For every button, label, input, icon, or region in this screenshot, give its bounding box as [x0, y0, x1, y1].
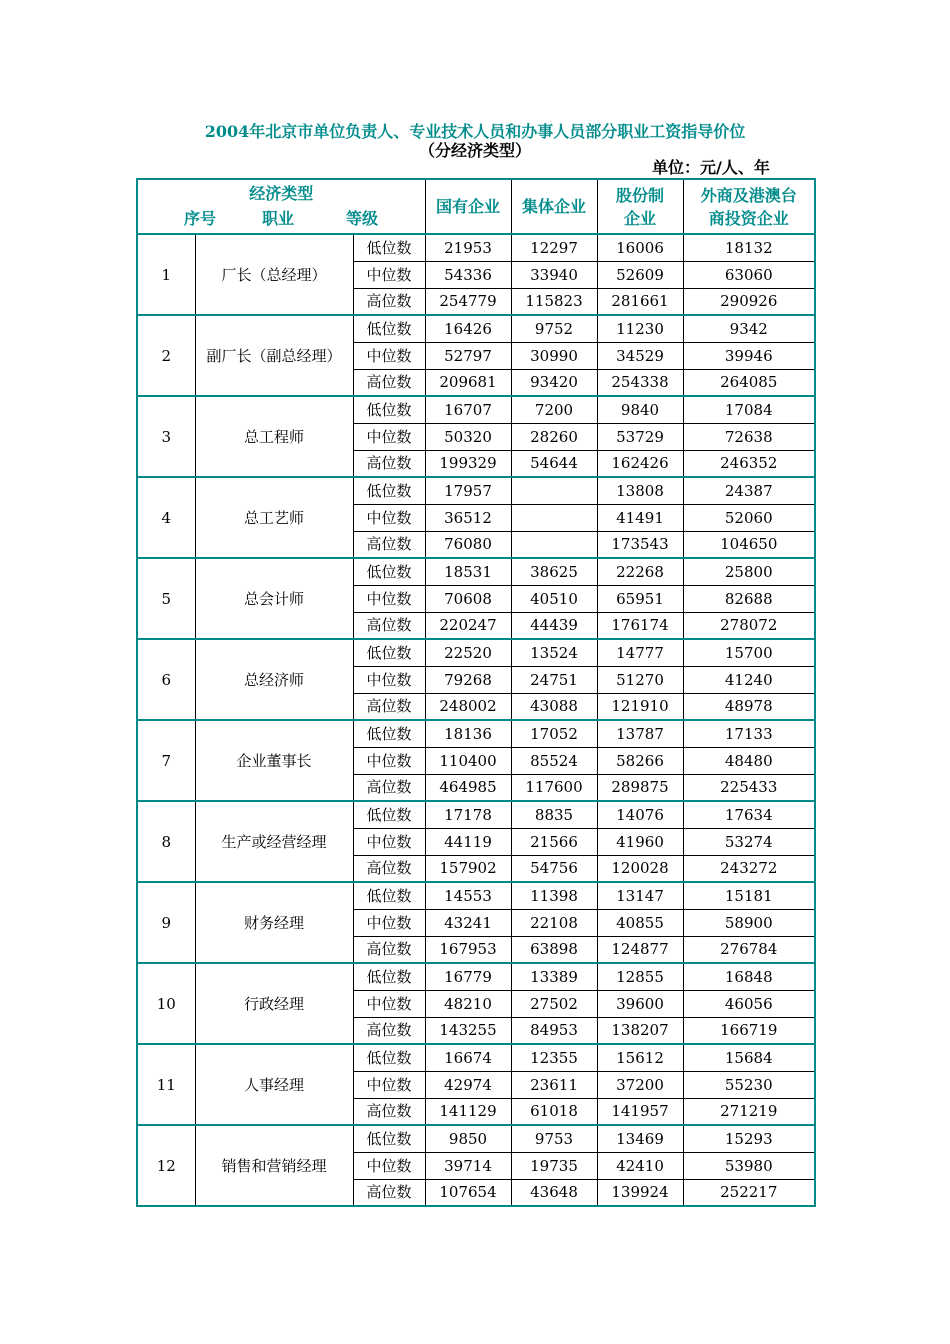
- value-cell: 290926: [683, 288, 815, 315]
- value-cell: 40855: [597, 909, 683, 936]
- level-cell: 低位数: [353, 315, 425, 342]
- header-occupation: 职业: [262, 209, 295, 228]
- table-row: [137, 234, 815, 261]
- value-cell: 70608: [425, 585, 511, 612]
- value-cell: 36512: [425, 504, 511, 531]
- value-cell: 139924: [597, 1179, 683, 1206]
- table-row: [137, 801, 815, 828]
- value-cell: 54644: [511, 450, 597, 477]
- level-cell: 中位数: [353, 585, 425, 612]
- level-cell: 低位数: [353, 639, 425, 666]
- value-cell: 17084: [683, 396, 815, 423]
- value-cell: 44439: [511, 612, 597, 639]
- value-cell: 55230: [683, 1071, 815, 1098]
- value-cell: 41491: [597, 504, 683, 531]
- value-cell: 243272: [683, 855, 815, 882]
- level-cell: 中位数: [353, 261, 425, 288]
- value-cell: 34529: [597, 342, 683, 369]
- table-row: [137, 1125, 815, 1152]
- value-cell: 16848: [683, 963, 815, 990]
- value-cell: 52060: [683, 504, 815, 531]
- value-cell: 124877: [597, 936, 683, 963]
- value-cell: 52609: [597, 261, 683, 288]
- table-body: [137, 234, 815, 1206]
- value-cell: 157902: [425, 855, 511, 882]
- value-cell: 41960: [597, 828, 683, 855]
- value-cell: 110400: [425, 747, 511, 774]
- value-cell: 120028: [597, 855, 683, 882]
- header-economic-type: 经济类型: [249, 184, 314, 203]
- header-state-owned: 国有企业: [425, 179, 511, 234]
- value-cell: 21953: [425, 234, 511, 261]
- value-cell: 21566: [511, 828, 597, 855]
- value-cell: 18136: [425, 720, 511, 747]
- value-cell: 16779: [425, 963, 511, 990]
- value-cell: [511, 531, 597, 558]
- header-collective: 集体企业: [511, 179, 597, 234]
- page-subtitle: （分经济类型）: [418, 141, 531, 160]
- value-cell: 41240: [683, 666, 815, 693]
- value-cell: 15684: [683, 1044, 815, 1071]
- seq-cell: 1: [137, 234, 195, 315]
- level-cell: 中位数: [353, 423, 425, 450]
- value-cell: 43648: [511, 1179, 597, 1206]
- value-cell: 7200: [511, 396, 597, 423]
- seq-cell: 12: [137, 1125, 195, 1206]
- header-foreign: 外商及港澳台商投资企业: [683, 179, 815, 234]
- wage-table: [136, 178, 816, 1207]
- value-cell: 39600: [597, 990, 683, 1017]
- value-cell: 53980: [683, 1152, 815, 1179]
- seq-cell: 2: [137, 315, 195, 396]
- value-cell: 54336: [425, 261, 511, 288]
- unit-label: 单位：元/人、年: [652, 158, 770, 177]
- value-cell: 84953: [511, 1017, 597, 1044]
- value-cell: [511, 477, 597, 504]
- seq-cell: 4: [137, 477, 195, 558]
- value-cell: 12855: [597, 963, 683, 990]
- level-cell: 中位数: [353, 666, 425, 693]
- value-cell: 173543: [597, 531, 683, 558]
- value-cell: 16707: [425, 396, 511, 423]
- value-cell: 16006: [597, 234, 683, 261]
- table-row: [137, 963, 815, 990]
- level-cell: 高位数: [353, 531, 425, 558]
- value-cell: 13389: [511, 963, 597, 990]
- value-cell: 76080: [425, 531, 511, 558]
- table-row: [137, 882, 815, 909]
- value-cell: 141957: [597, 1098, 683, 1125]
- value-cell: 40510: [511, 585, 597, 612]
- value-cell: 13787: [597, 720, 683, 747]
- value-cell: 43088: [511, 693, 597, 720]
- value-cell: 9850: [425, 1125, 511, 1152]
- value-cell: 22520: [425, 639, 511, 666]
- value-cell: 14777: [597, 639, 683, 666]
- value-cell: 121910: [597, 693, 683, 720]
- occupation-cell: 总工艺师: [195, 477, 353, 558]
- value-cell: 264085: [683, 369, 815, 396]
- header-seq: 序号: [184, 209, 217, 228]
- value-cell: 248002: [425, 693, 511, 720]
- level-cell: 中位数: [353, 747, 425, 774]
- value-cell: 30990: [511, 342, 597, 369]
- table-header-row: [137, 179, 815, 234]
- value-cell: 22108: [511, 909, 597, 936]
- value-cell: 85524: [511, 747, 597, 774]
- value-cell: 43241: [425, 909, 511, 936]
- occupation-cell: 生产或经营经理: [195, 801, 353, 882]
- value-cell: 54756: [511, 855, 597, 882]
- value-cell: 271219: [683, 1098, 815, 1125]
- level-cell: 低位数: [353, 801, 425, 828]
- value-cell: 15700: [683, 639, 815, 666]
- seq-cell: 8: [137, 801, 195, 882]
- value-cell: 12355: [511, 1044, 597, 1071]
- value-cell: 138207: [597, 1017, 683, 1044]
- level-cell: 中位数: [353, 990, 425, 1017]
- value-cell: 52797: [425, 342, 511, 369]
- value-cell: 48978: [683, 693, 815, 720]
- value-cell: 25800: [683, 558, 815, 585]
- level-cell: 中位数: [353, 909, 425, 936]
- level-cell: 低位数: [353, 234, 425, 261]
- value-cell: 14553: [425, 882, 511, 909]
- value-cell: 24387: [683, 477, 815, 504]
- value-cell: 225433: [683, 774, 815, 801]
- value-cell: 63898: [511, 936, 597, 963]
- value-cell: 46056: [683, 990, 815, 1017]
- level-cell: 高位数: [353, 1017, 425, 1044]
- level-cell: 高位数: [353, 288, 425, 315]
- value-cell: 23611: [511, 1071, 597, 1098]
- value-cell: 18531: [425, 558, 511, 585]
- occupation-cell: 副厂长（副总经理）: [195, 315, 353, 396]
- value-cell: 15181: [683, 882, 815, 909]
- value-cell: 53729: [597, 423, 683, 450]
- value-cell: 117600: [511, 774, 597, 801]
- value-cell: 61018: [511, 1098, 597, 1125]
- value-cell: 38625: [511, 558, 597, 585]
- value-cell: 104650: [683, 531, 815, 558]
- value-cell: 464985: [425, 774, 511, 801]
- level-cell: 低位数: [353, 558, 425, 585]
- header-shareholding: 股份制企业: [597, 179, 683, 234]
- value-cell: 28260: [511, 423, 597, 450]
- value-cell: 17957: [425, 477, 511, 504]
- value-cell: 17052: [511, 720, 597, 747]
- value-cell: 39946: [683, 342, 815, 369]
- value-cell: 18132: [683, 234, 815, 261]
- value-cell: 9752: [511, 315, 597, 342]
- value-cell: 209681: [425, 369, 511, 396]
- header-level: 等级: [346, 209, 379, 228]
- value-cell: 107654: [425, 1179, 511, 1206]
- value-cell: 17178: [425, 801, 511, 828]
- seq-cell: 9: [137, 882, 195, 963]
- table-row: [137, 477, 815, 504]
- value-cell: 166719: [683, 1017, 815, 1044]
- value-cell: 13469: [597, 1125, 683, 1152]
- value-cell: 63060: [683, 261, 815, 288]
- level-cell: 高位数: [353, 936, 425, 963]
- value-cell: 14076: [597, 801, 683, 828]
- value-cell: 79268: [425, 666, 511, 693]
- level-cell: 中位数: [353, 828, 425, 855]
- table-row: [137, 1044, 815, 1071]
- level-cell: 低位数: [353, 1044, 425, 1071]
- value-cell: 53274: [683, 828, 815, 855]
- table-row: [137, 396, 815, 423]
- value-cell: 246352: [683, 450, 815, 477]
- seq-cell: 3: [137, 396, 195, 477]
- level-cell: 低位数: [353, 396, 425, 423]
- level-cell: 低位数: [353, 720, 425, 747]
- value-cell: 58266: [597, 747, 683, 774]
- occupation-cell: 行政经理: [195, 963, 353, 1044]
- value-cell: 254779: [425, 288, 511, 315]
- level-cell: 低位数: [353, 963, 425, 990]
- level-cell: 高位数: [353, 855, 425, 882]
- value-cell: 141129: [425, 1098, 511, 1125]
- value-cell: 13808: [597, 477, 683, 504]
- value-cell: 13524: [511, 639, 597, 666]
- value-cell: 281661: [597, 288, 683, 315]
- level-cell: 高位数: [353, 1098, 425, 1125]
- seq-cell: 5: [137, 558, 195, 639]
- level-cell: 中位数: [353, 342, 425, 369]
- value-cell: 176174: [597, 612, 683, 639]
- value-cell: 143255: [425, 1017, 511, 1044]
- table-row: [137, 558, 815, 585]
- value-cell: 289875: [597, 774, 683, 801]
- occupation-cell: 销售和营销经理: [195, 1125, 353, 1206]
- value-cell: 15293: [683, 1125, 815, 1152]
- value-cell: 22268: [597, 558, 683, 585]
- level-cell: 高位数: [353, 450, 425, 477]
- occupation-cell: 企业董事长: [195, 720, 353, 801]
- occupation-cell: 人事经理: [195, 1044, 353, 1125]
- level-cell: 低位数: [353, 477, 425, 504]
- level-cell: 中位数: [353, 504, 425, 531]
- value-cell: 19735: [511, 1152, 597, 1179]
- value-cell: 254338: [597, 369, 683, 396]
- value-cell: 17634: [683, 801, 815, 828]
- header-diagonal-cell: [137, 179, 425, 234]
- page-title: 2004年北京市单位负责人、专业技术人员和办事人员部分职业工资指导价位: [204, 122, 746, 141]
- value-cell: 51270: [597, 666, 683, 693]
- occupation-cell: 总经济师: [195, 639, 353, 720]
- value-cell: 48480: [683, 747, 815, 774]
- value-cell: 12297: [511, 234, 597, 261]
- level-cell: 高位数: [353, 612, 425, 639]
- occupation-cell: 财务经理: [195, 882, 353, 963]
- value-cell: 11398: [511, 882, 597, 909]
- value-cell: 16426: [425, 315, 511, 342]
- value-cell: 44119: [425, 828, 511, 855]
- table-row: [137, 720, 815, 747]
- value-cell: 72638: [683, 423, 815, 450]
- value-cell: 17133: [683, 720, 815, 747]
- value-cell: 93420: [511, 369, 597, 396]
- value-cell: 24751: [511, 666, 597, 693]
- value-cell: 58900: [683, 909, 815, 936]
- occupation-cell: 厂长（总经理）: [195, 234, 353, 315]
- value-cell: 37200: [597, 1071, 683, 1098]
- seq-cell: 10: [137, 963, 195, 1044]
- occupation-cell: 总会计师: [195, 558, 353, 639]
- value-cell: 162426: [597, 450, 683, 477]
- value-cell: 11230: [597, 315, 683, 342]
- value-cell: 8835: [511, 801, 597, 828]
- level-cell: 高位数: [353, 1179, 425, 1206]
- value-cell: 82688: [683, 585, 815, 612]
- occupation-cell: 总工程师: [195, 396, 353, 477]
- value-cell: 50320: [425, 423, 511, 450]
- value-cell: 65951: [597, 585, 683, 612]
- value-cell: 42974: [425, 1071, 511, 1098]
- level-cell: 低位数: [353, 1125, 425, 1152]
- table-row: [137, 315, 815, 342]
- value-cell: 33940: [511, 261, 597, 288]
- value-cell: 15612: [597, 1044, 683, 1071]
- value-cell: 9753: [511, 1125, 597, 1152]
- value-cell: 39714: [425, 1152, 511, 1179]
- value-cell: 42410: [597, 1152, 683, 1179]
- seq-cell: 7: [137, 720, 195, 801]
- level-cell: 高位数: [353, 369, 425, 396]
- seq-cell: 6: [137, 639, 195, 720]
- value-cell: 27502: [511, 990, 597, 1017]
- value-cell: 16674: [425, 1044, 511, 1071]
- value-cell: 48210: [425, 990, 511, 1017]
- level-cell: 中位数: [353, 1071, 425, 1098]
- table-row: [137, 639, 815, 666]
- level-cell: 中位数: [353, 1152, 425, 1179]
- value-cell: 9840: [597, 396, 683, 423]
- value-cell: 276784: [683, 936, 815, 963]
- value-cell: 167953: [425, 936, 511, 963]
- value-cell: [511, 504, 597, 531]
- level-cell: 低位数: [353, 882, 425, 909]
- value-cell: 252217: [683, 1179, 815, 1206]
- value-cell: 115823: [511, 288, 597, 315]
- value-cell: 9342: [683, 315, 815, 342]
- value-cell: 220247: [425, 612, 511, 639]
- value-cell: 199329: [425, 450, 511, 477]
- level-cell: 高位数: [353, 693, 425, 720]
- value-cell: 278072: [683, 612, 815, 639]
- seq-cell: 11: [137, 1044, 195, 1125]
- value-cell: 13147: [597, 882, 683, 909]
- level-cell: 高位数: [353, 774, 425, 801]
